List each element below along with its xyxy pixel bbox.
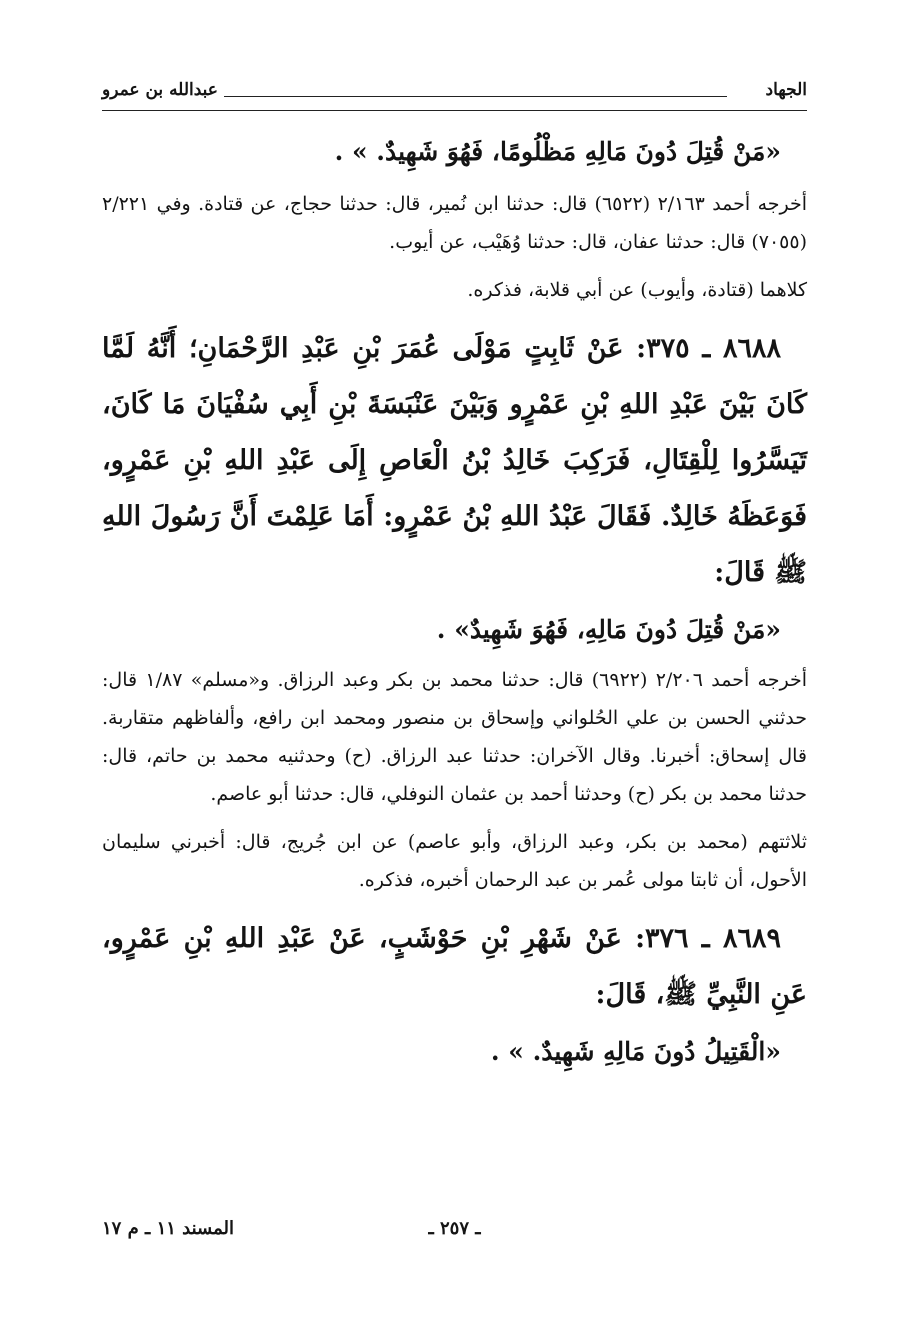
note-paragraph: أخرجه أحمد ٢/١٦٣ (٦٥٢٢) قال: حدثنا ابن نُمير، قال: حدثنا حجاج، عن قتادة. وفي ٢/٢٢١ (٧٠٥٥) قال: حدثنا عفان، قال: حدثنا وُهَيْب، عن أيوب. bbox=[102, 193, 808, 253]
header-rule bbox=[222, 96, 727, 97]
hadith-text-quote-2: «مَنْ قُتِلَ دُونَ مَالِهِ، فَهُوَ شَهِيدٌ» . bbox=[436, 615, 781, 644]
note-paragraph: ثلاثتهم (محمد بن بكر، وعبد الرزاق، وأبو عاصم) عن ابن جُريج، قال: أخبرني سليمان الأحول، أن ثابتا مولى عُمر بن عبد الرحمان أخبره، فذكره. bbox=[102, 831, 807, 891]
note-paragraph: كلاهما (قتادة، وأيوب) عن أبي قلابة، فذكره. bbox=[467, 279, 807, 301]
volume-signature: المسند ١١ ـ م ١٧ bbox=[102, 1218, 235, 1239]
note-paragraph: أخرجه أحمد ٢/٢٠٦ (٦٩٢٢) قال: حدثنا محمد بن بكر وعبد الرزاق. و«مسلم» ١/٨٧ قال: حدثني الحسن بن علي الحُلواني وإسحاق بن منصور ومحمد ابن رافع، وألفاظهم متقاربة. قال إسحاق: أخبرنا. وقال الآخران: حدثنا عبد الرزاق. (ح) وحدثنيه محمد بن حاتم، قال: حدثنا محمد بن بكر (ح) وحدثنا أحمد بن عثمان النوفلي، قال: حدثنا أبو عاصم. bbox=[102, 669, 807, 805]
page-number: ـ ٢٥٧ ـ bbox=[428, 1218, 481, 1239]
page-footer bbox=[102, 1218, 807, 1248]
hadith-8688: ٨٦٨٨ ـ ٣٧٥: عَنْ ثَابِتٍ مَوْلَى عُمَرَ بْنِ عَبْدِ الرَّحْمَانِ؛ أَنَّهُ لَمَّا كَانَ بَيْنَ عَبْدِ اللهِ بْنِ عَمْرٍو وَبَيْنَ عَنْبَسَةَ بْنِ أَبِي سُفْيَانَ مَا كَانَ، تَيَسَّرُوا لِلْقِتَالِ، فَرَكِبَ خَالِدُ بْنُ الْعَاصِ إِلَى عَبْدِ اللهِ بْنِ عَمْرٍو، فَوَعَظَهُ خَالِدٌ. فَقَالَ عَبْدُ اللهِ بْنُ عَمْرٍو: أَمَا عَلِمْتَ أَنَّ رَسُولَ اللهِ ﷺ قَالَ: bbox=[102, 333, 807, 588]
companion-title: عبدالله بن عمرو bbox=[102, 80, 224, 100]
takhrij-note-1 bbox=[102, 185, 807, 261]
hadith-text-quote-1: «مَنْ قُتِلَ دُونَ مَالِهِ مَظْلُومًا، فَهُوَ شَهِيدٌ. » . bbox=[334, 137, 781, 166]
chapter-title: الجهاد bbox=[760, 80, 807, 100]
running-header bbox=[102, 70, 807, 111]
hadith-8689: ٨٦٨٩ ـ ٣٧٦: عَنْ شَهْرِ بْنِ حَوْشَبٍ، عَنْ عَبْدِ اللهِ بْنِ عَمْرٍو، عَنِ النَّبِيِّ ﷺ، قَالَ: bbox=[102, 923, 807, 1010]
hadith-text-quote-3: «الْقَتِيلُ دُونَ مَالِهِ شَهِيدٌ. » . bbox=[490, 1037, 781, 1066]
takhrij-note-3 bbox=[102, 661, 807, 813]
document-page bbox=[102, 70, 807, 1270]
takhrij-note-2 bbox=[102, 271, 807, 309]
takhrij-note-4 bbox=[102, 823, 807, 899]
